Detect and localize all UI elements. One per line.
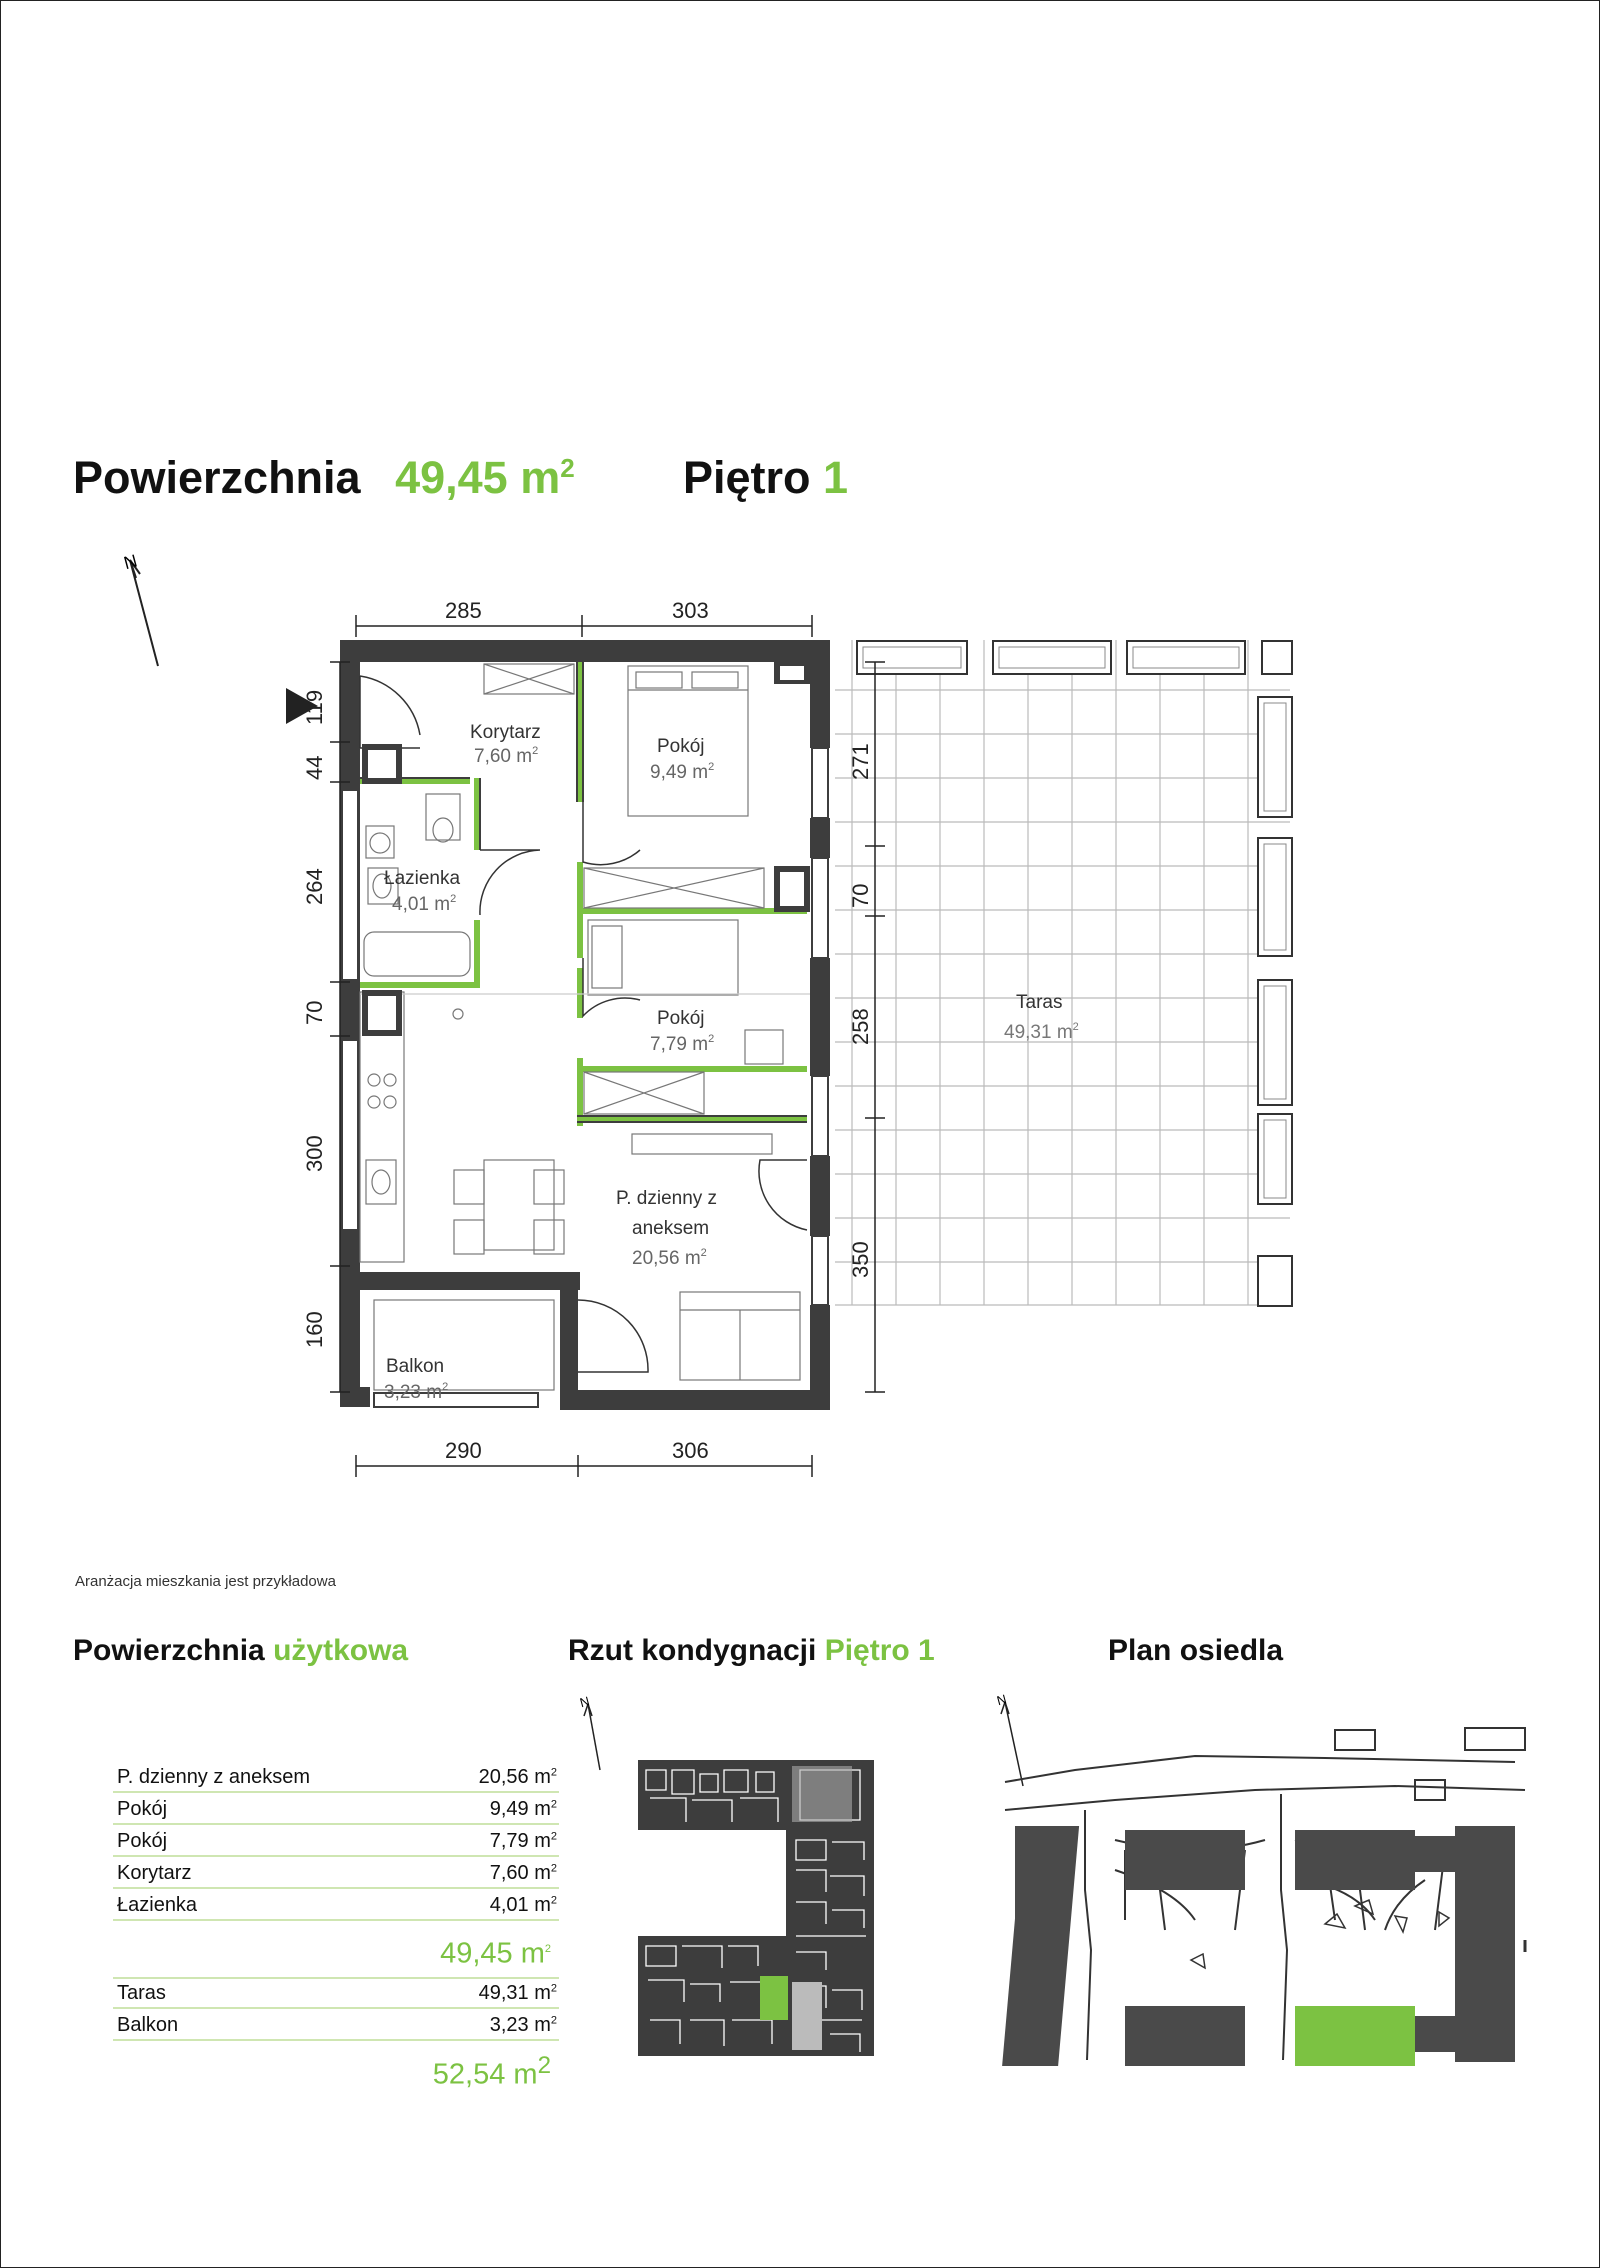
room-lazienka-name: Łazienka [384, 868, 461, 889]
svg-text:N: N [578, 1693, 592, 1711]
svg-text:9,49 m2: 9,49 $m^2$ [650, 761, 715, 783]
table-row: Balkon 3,23 $m^2$ [113, 2009, 559, 2041]
usable-title: Powierzchnia [73, 1634, 265, 1667]
dim-right-2: 70 [848, 883, 873, 908]
room-balkon-area: 3,23 m [384, 1382, 443, 1403]
room-pokoj2-area: 7,79 m [650, 1034, 709, 1055]
dim-left-5: 300 [302, 1135, 327, 1172]
table-row: Taras 49,31 $m^2$ [113, 1977, 559, 2009]
usable-title-accent: użytkowa [273, 1634, 409, 1667]
dim-top-right: 303 [672, 598, 709, 623]
room-living-name: P. dzienny z [616, 1188, 718, 1209]
floor-plan-title-text: Rzut kondygnacji [568, 1634, 817, 1667]
dim-left-4: 70 [302, 1000, 327, 1025]
area-value: 49,45 $m^2$ [395, 452, 575, 503]
grand-total: 52,54 $m^2$ [432, 2052, 551, 2091]
north-estate-icon [1001, 1702, 1023, 1786]
dim-bottom-right: 306 [672, 1438, 709, 1463]
room-taras-name: Taras [1016, 992, 1063, 1013]
north-compass-icon [122, 551, 158, 666]
floor-plan-thumbnail [560, 1690, 960, 2070]
dim-left-1: 119 [302, 689, 327, 725]
room-pokoj1-name: Pokój [657, 736, 705, 757]
floor-plan-title [568, 1634, 935, 1668]
usable-area-title [73, 1634, 408, 1668]
svg-text:20,56 m2: 20,56 $m^2$ [632, 1247, 707, 1269]
dim-bottom-left: 290 [445, 1438, 482, 1463]
dim-right-3: 258 [848, 1008, 873, 1045]
room-living-name2: aneksem [632, 1218, 710, 1239]
usable-total: 49,45 $m^2$ [440, 1937, 551, 1970]
dim-left-6: 160 [302, 1311, 327, 1348]
dim-left-2: 44 [302, 755, 327, 780]
estate-apartment-highlight [1295, 2006, 1415, 2066]
estate-plan-thumbnail [995, 1690, 1535, 2070]
svg-text:49,31 m2: 49,31 $m^2$ [1004, 1021, 1079, 1043]
room-taras-area: 49,31 m [1004, 1022, 1073, 1043]
floor-plan-title-accent: Piętro 1 [824, 1634, 935, 1667]
estate-plan-title [1108, 1634, 1283, 1668]
table-row: Korytarz 7,60 $m^2$ [113, 1857, 559, 1889]
room-pokoj1-area: 9,49 m [650, 762, 709, 783]
svg-text:4,01 m2: 4,01 $m^2$ [392, 893, 457, 915]
room-living-area: 20,56 m [632, 1248, 701, 1269]
dim-right-1: 271 [848, 743, 873, 780]
table-row: Łazienka 4,01 $m^2$ [113, 1889, 559, 1921]
estate-plan-title-text: Plan osiedla [1108, 1634, 1284, 1667]
table-row: P. dzienny z aneksem 20,56 $m^2$ [113, 1761, 559, 1793]
floor-value: 1 [823, 452, 849, 503]
terrace-planters [857, 641, 1292, 1306]
dim-right-4: 350 [848, 1241, 873, 1278]
svg-text:N: N [995, 1691, 1009, 1709]
room-balkon-name: Balkon [386, 1356, 445, 1377]
usable-area-table [113, 1761, 559, 2091]
table-row: Pokój 7,79 $m^2$ [113, 1825, 559, 1857]
terrace-grid [835, 640, 1290, 1305]
room-korytarz-name: Korytarz [470, 722, 541, 743]
svg-text:7,79 m2: 7,79 $m^2$ [650, 1033, 715, 1055]
room-lazienka-area: 4,01 m [392, 894, 451, 915]
table-row: Pokój 9,49 $m^2$ [113, 1793, 559, 1825]
north-label: N [121, 550, 140, 574]
svg-text:7,60 m2: 7,60 $m^2$ [474, 745, 539, 767]
dim-top-left: 285 [445, 598, 482, 623]
dim-left-3: 264 [302, 868, 327, 905]
arrangement-note: Aranżacja mieszkania jest przykładowa [75, 1573, 336, 1590]
area-label: Powierzchnia [73, 452, 361, 503]
room-korytarz-area: 7,60 m [474, 746, 533, 767]
north-small-icon [584, 1704, 600, 1770]
floor-label: Piętro [683, 452, 811, 503]
svg-text:3,23 m2: 3,23 $m^2$ [384, 1381, 449, 1403]
room-pokoj2-name: Pokój [657, 1008, 705, 1029]
apartment-highlight [760, 1976, 788, 2020]
